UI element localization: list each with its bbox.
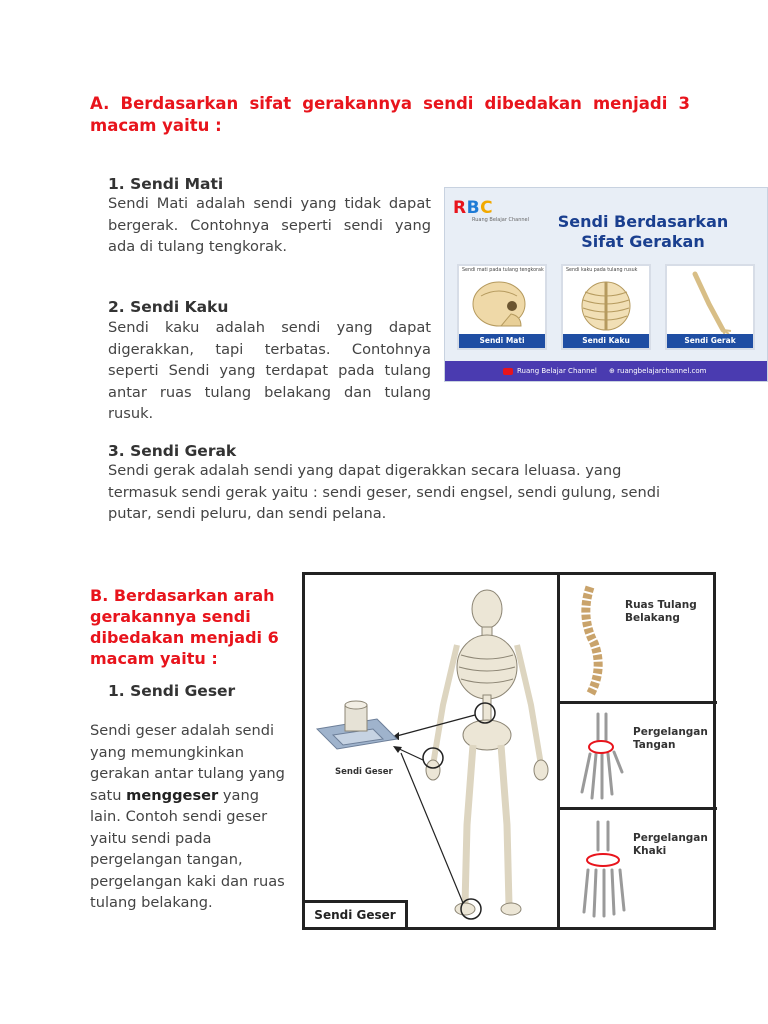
rbc-panel-sendi-kaku: Sendi kaku pada tulang rusuk Sendi Kaku [561,264,651,350]
rbc-title: Sendi Berdasarkan Sifat Gerakan [557,212,729,251]
sendi-geser-title: 1. Sendi Geser [108,682,236,700]
section-b-heading: B. Berdasarkan arah gerakannya sendi dibedakan menjadi 6 macam yaitu : [90,586,279,668]
rbc-logo-subtitle: Ruang Belajar Channel [472,217,529,223]
wrist-bones-icon [576,712,626,800]
sendi-kaku-title: 2. Sendi Kaku [108,298,229,316]
sendi-gerak-title: 3. Sendi Gerak [108,442,237,460]
sliding-joint-model [317,701,397,749]
sendi-mati-text: Sendi Mati adalah sendi yang tidak dapat bergerak. Contohnya seperti sendi yang ada di tulang tengkorak. [108,195,431,255]
rbc-panel-sendi-gerak: Sendi Gerak [665,264,755,350]
globe-icon: ⊕ [609,367,615,375]
section-a-heading: A. Berdasarkan sifat gerakannya sendi dibedakan menjadi 3 macam yaitu : [90,94,690,135]
sendi-gerak-text: Sendi gerak adalah sendi yang dapat digerakkan secara leluasa. yang termasuk sendi gerak yaitu : sendi geser, sendi engsel, sendi gulung, sendi putar, sendi peluru, dan sendi pelana. [108,462,661,522]
rbc-footer: Ruang Belajar Channel ⊕ ruangbelajarchannel.com [445,361,767,381]
sendi-geser-text: Sendi geser adalah sendi yang memungkinkan gerakan antar tulang yang satu menggeser yang lain. Contoh sendi geser yaitu sendi pada pergelangan tangan, pergelangan kaki dan ruas tulang belakang. [90,722,285,911]
joint-detail-panels [557,575,717,927]
skeleton-figure [302,572,716,930]
model-label: Sendi Geser [335,767,393,777]
rbc-logo: RBC [453,198,494,218]
ankle-bones-icon [578,820,630,920]
skeleton-illustration [305,575,557,927]
arm-bone-icon [667,266,753,336]
panel-pergelangan-tangan: Pergelangan Tangan [560,704,717,810]
ribcage-icon [563,266,649,336]
spine-icon [570,583,610,699]
panel-ruas-tulang-belakang: Ruas Tulang Belakang [560,575,717,704]
youtube-icon [503,368,513,375]
skull-icon [459,266,545,336]
sendi-mati-title: 1. Sendi Mati [108,175,224,193]
sendi-kaku-text: Sendi kaku adalah sendi yang dapat digerakkan, tapi terbatas. Contohnya seperti Sendi yang terdapat pada tulang antar ruas tulang belakang dan tulang rusuk. [108,319,431,422]
rbc-infographic [444,187,768,382]
rbc-panel-sendi-mati: Sendi mati pada tulang tengkorak Sendi Mati [457,264,547,350]
figure-caption: Sendi Geser [305,900,408,927]
panel-pergelangan-kaki: Pergelangan Khaki [560,810,717,927]
